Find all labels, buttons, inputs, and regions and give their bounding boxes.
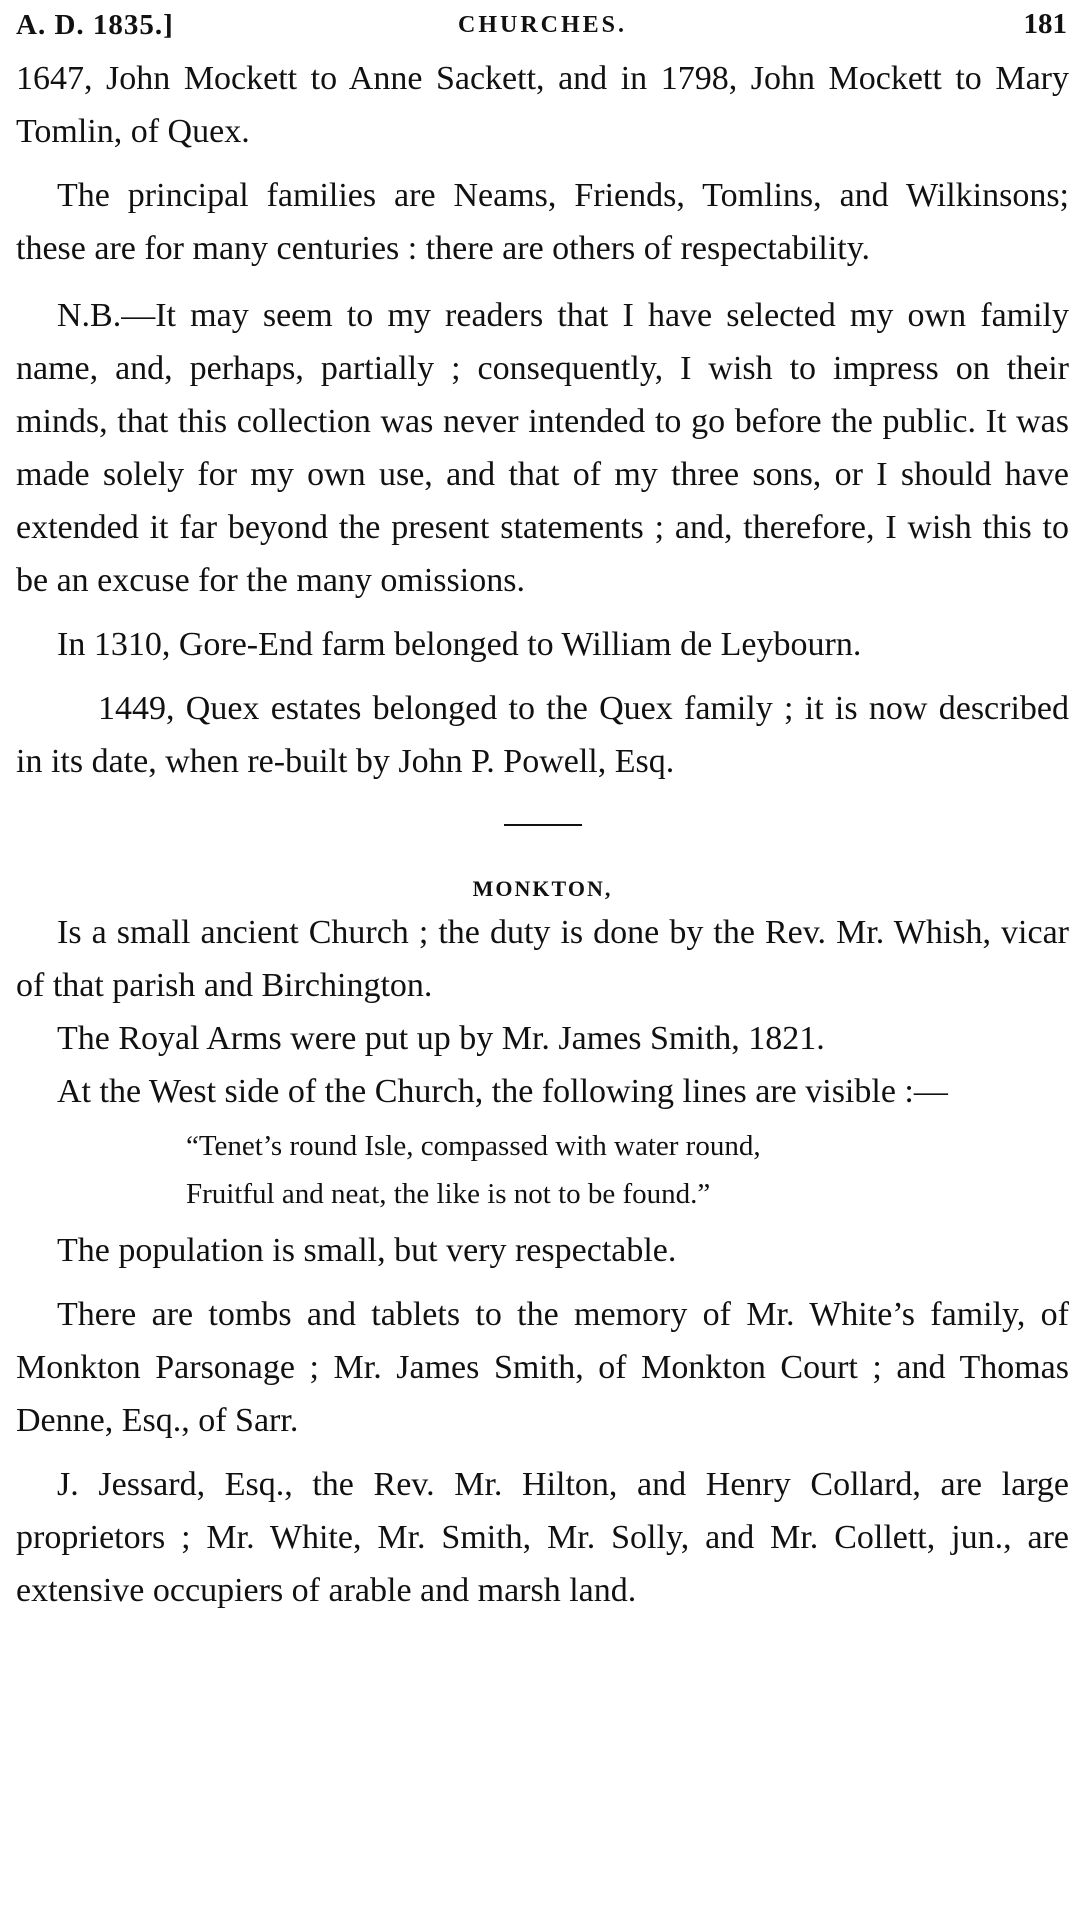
paragraph-proprietors: J. Jessard, Esq., the Rev. Mr. Hilton, and Henry Collard, are large proprietors ; Mr. White, Mr. Smith, Mr. Solly, and Mr. Collett, jun., are extensive occupiers of arable and marsh land. <box>16 1466 1069 1609</box>
section-heading-monkton: MONKTON, <box>472 876 613 901</box>
page-body <box>16 52 1069 1617</box>
paragraph-principal-families: The principal families are Neams, Friends, Tomlins, and Wilkinsons; these are for many centuries : there are others of respectability. <box>16 177 1069 267</box>
paragraph-tombs-tablets: There are tombs and tablets to the memory of Mr. White’s family, of Monkton Parsonage ; Mr. James Smith, of Monkton Court ; and Thomas Denne, Esq., of Sarr. <box>16 1296 1069 1439</box>
paragraph-royal-arms: The Royal Arms were put up by Mr. James Smith, 1821. <box>57 1020 825 1057</box>
verse-line: “Tenet’s round Isle, compassed with water round, <box>186 1130 761 1162</box>
paragraph-gore-end-farm: In 1310, Gore-End farm belonged to William de Leybourn. <box>57 626 862 663</box>
verse-inscription <box>186 1122 1069 1218</box>
running-head <box>16 0 1069 52</box>
page-number: 181 <box>1023 8 1067 40</box>
paragraph-population: The population is small, but very respectable. <box>57 1232 677 1269</box>
verse-line: Fruitful and neat, the like is not to be found.” <box>186 1178 711 1210</box>
running-head-date: A. D. 1835.] <box>16 9 174 41</box>
paragraph-quex-estates: 1449, Quex estates belonged to the Quex family ; it is now described in its date, when re-built by John P. Powell, Esq. <box>16 690 1069 780</box>
paragraph-monkton-church: Is a small ancient Church ; the duty is done by the Rev. Mr. Whish, vicar of that parish and Birchington. <box>16 914 1069 1004</box>
book-page <box>16 0 1069 1916</box>
paragraph-marriages: 1647, John Mockett to Anne Sackett, and in 1798, John Mockett to Mary Tomlin, of Quex. <box>16 60 1069 150</box>
paragraph-west-side-lines: At the West side of the Church, the following lines are visible :— <box>57 1073 948 1110</box>
running-head-title: CHURCHES. <box>457 12 628 38</box>
section-separator-rule <box>504 824 582 826</box>
paragraph-author-note: N.B.—It may seem to my readers that I have selected my own family name, and, perhaps, partially ; consequently, I wish to impress on their minds, that this collection was never intended to go before the public. It was made solely for my own use, and that of my three sons, or I should have extended it far beyond the present statements ; and, therefore, I wish this to be an excuse for the many omissions. <box>16 297 1069 599</box>
